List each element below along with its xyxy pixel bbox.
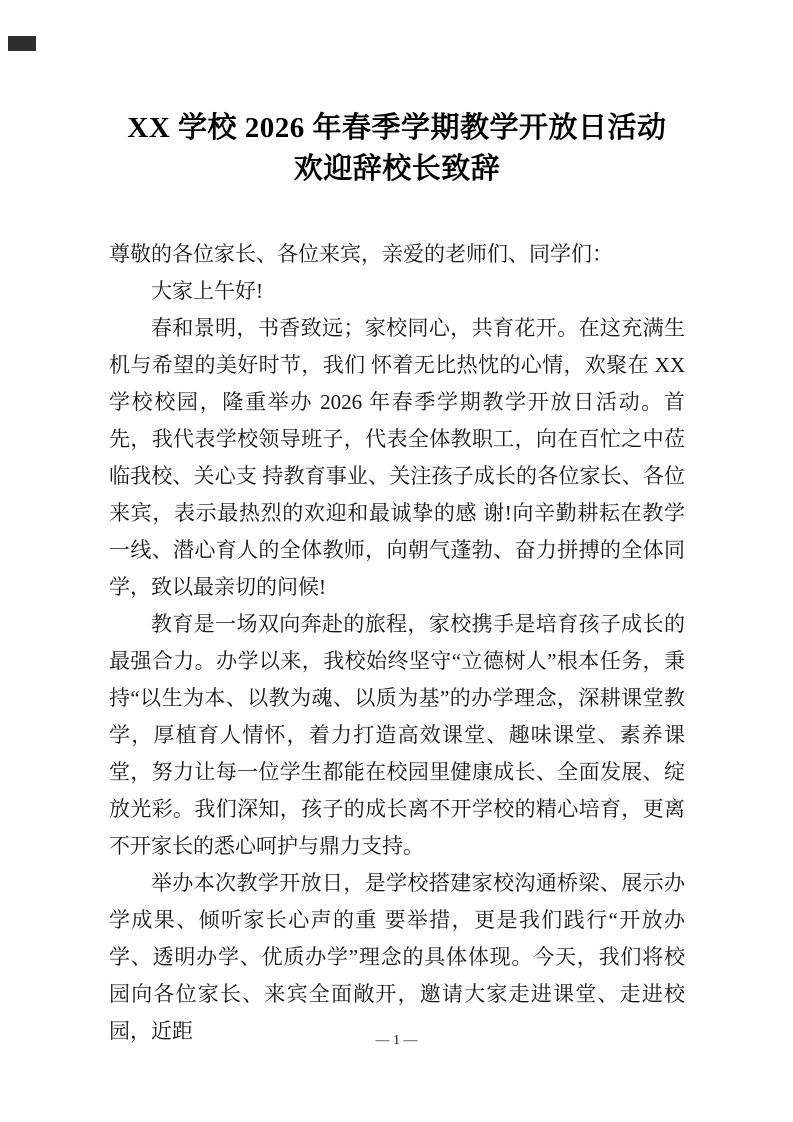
paragraph-greeting: 大家上午好! [151,279,263,303]
paragraph-welcome: 春和景明，书香致远；家校同心，共育花开。在这充满生机与希望的美好时节，我们 怀着无比热忱的心情，欢聚在 XX 学校校园，隆重举办 2026 年春季学期教学开放日活动。首先，我代表学校领导班子，代表全体教职工，向在百忙之中莅临我校、关心支 持教育事业、关注孩子成长的各位家长、各位来宾，表示最热烈的欢迎和最诚挚的感 谢!向辛勤耕耘在教学一线、潜心育人的全体教师，向朝气蓬勃、奋力拼搏的全体同 学，致以最亲切的问候! [109,316,685,599]
title-line-1: XX 学校 2026 年春季学期教学开放日活动 [127,112,667,144]
page-content [109,0,685,1050]
document-body [109,236,685,1050]
page-number: — 1 — [375,1033,418,1048]
paragraph-openday: 举办本次教学开放日，是学校搭建家校沟通桥梁、展示办学成果、倾听家长心声的重 要举措，更是我们践行“开放办学、透明办学、优质办学”理念的具体体现。今天，我们将校园向各位家长、来宾全面敞开，邀请大家走进课堂、走进校园，近距 [109,871,685,1043]
page-footer [0,1032,793,1050]
paragraph-education: 教育是一场双向奔赴的旅程，家校携手是培育孩子成长的最强合力。办学以来，我校始终坚守“立德树人”根本任务，秉持“以生为本、以教为魂、以质为基”的办学理念，深耕课堂教学，厚植育人情怀，着力打造高效课堂、趣味课堂、素养课堂，努力让每一位学生都能在校园里健康成长、全面发展、绽放光彩。我们深知，孩子的成长离不开学校的精心培育，更离不开家长的悉心呵护与鼎力支持。 [109,612,685,858]
paragraph-salutation: 尊敬的各位家长、各位来宾，亲爱的老师们、同学们： [109,242,613,266]
document-title [109,108,685,190]
title-line-2: 欢迎辞校长致辞 [293,153,501,185]
scan-artifact [8,36,36,51]
